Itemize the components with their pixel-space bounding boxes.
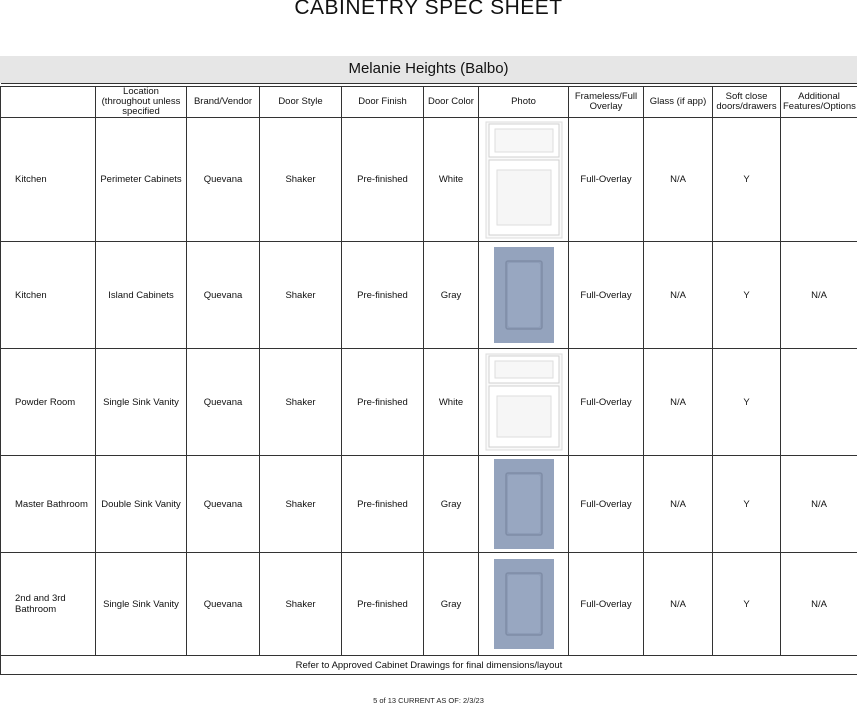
cell-brand: Quevana [187, 553, 260, 656]
cell-door-style: Shaker [260, 242, 342, 349]
cell-location: Island Cabinets [96, 242, 187, 349]
col-features: Additional Features/Options [781, 87, 857, 118]
cell-glass: N/A [644, 456, 713, 553]
cell-soft-close: Y [713, 242, 781, 349]
table-row [1, 553, 857, 656]
gray-shaker-door-photo [494, 559, 554, 649]
cell-room: Kitchen [1, 242, 96, 349]
cell-glass: N/A [644, 242, 713, 349]
cell-soft-close: Y [713, 349, 781, 456]
spec-table [0, 83, 857, 675]
cell-brand: Quevana [187, 242, 260, 349]
footnote: Refer to Approved Cabinet Drawings for final dimensions/layout [1, 656, 857, 675]
cell-brand: Quevana [187, 118, 260, 242]
cell-location: Perimeter Cabinets [96, 118, 187, 242]
cell-location: Single Sink Vanity [96, 553, 187, 656]
page-title: CABINETRY SPEC SHEET [294, 0, 563, 19]
cell-overlay: Full-Overlay [569, 349, 644, 456]
cell-location: Single Sink Vanity [96, 349, 187, 456]
cell-door-style: Shaker [260, 349, 342, 456]
cell-glass: N/A [644, 553, 713, 656]
cell-door-style: Shaker [260, 456, 342, 553]
cell-features [781, 349, 857, 456]
col-door-finish: Door Finish [342, 87, 424, 118]
header-row [1, 87, 857, 118]
cell-door-style: Shaker [260, 118, 342, 242]
cell-door-finish: Pre-finished [342, 118, 424, 242]
cell-door-color: Gray [424, 242, 479, 349]
project-name: Melanie Heights (Balbo) [0, 56, 857, 83]
cell-overlay: Full-Overlay [569, 118, 644, 242]
cell-soft-close: Y [713, 456, 781, 553]
col-photo: Photo [479, 87, 569, 118]
cell-soft-close: Y [713, 553, 781, 656]
cell-room: Kitchen [1, 118, 96, 242]
cell-door-finish: Pre-finished [342, 553, 424, 656]
cell-door-color: Gray [424, 553, 479, 656]
cell-door-style: Shaker [260, 553, 342, 656]
cell-glass: N/A [644, 118, 713, 242]
white-shaker-door-photo [485, 121, 563, 239]
col-door-color: Door Color [424, 87, 479, 118]
cell-features: N/A [781, 553, 857, 656]
cell-door-color: White [424, 349, 479, 456]
col-overlay: Frameless/Full Overlay [569, 87, 644, 118]
cell-door-finish: Pre-finished [342, 349, 424, 456]
cell-features [781, 118, 857, 242]
cell-glass: N/A [644, 349, 713, 456]
col-room [1, 87, 96, 118]
cell-photo [479, 118, 569, 242]
white-shaker-door-photo [485, 353, 563, 451]
cell-photo [479, 553, 569, 656]
col-brand: Brand/Vendor [187, 87, 260, 118]
table-row [1, 242, 857, 349]
cell-features: N/A [781, 456, 857, 553]
cell-room: 2nd and 3rd Bathroom [1, 553, 96, 656]
col-soft-close: Soft close doors/drawers [713, 87, 781, 118]
cell-overlay: Full-Overlay [569, 456, 644, 553]
table-row [1, 456, 857, 553]
gray-shaker-door-photo [494, 247, 554, 343]
table-row [1, 349, 857, 456]
table-row [1, 118, 857, 242]
cell-features: N/A [781, 242, 857, 349]
cell-photo [479, 349, 569, 456]
col-location: Location (throughout unless specified [96, 87, 187, 118]
cell-soft-close: Y [713, 118, 781, 242]
cell-room: Powder Room [1, 349, 96, 456]
cell-door-finish: Pre-finished [342, 242, 424, 349]
col-glass: Glass (if app) [644, 87, 713, 118]
cell-room: Master Bathroom [1, 456, 96, 553]
cell-door-color: Gray [424, 456, 479, 553]
gray-shaker-door-photo [494, 459, 554, 549]
cell-overlay: Full-Overlay [569, 242, 644, 349]
cell-photo [479, 456, 569, 553]
cell-overlay: Full-Overlay [569, 553, 644, 656]
cell-door-finish: Pre-finished [342, 456, 424, 553]
col-door-style: Door Style [260, 87, 342, 118]
cell-door-color: White [424, 118, 479, 242]
cell-brand: Quevana [187, 349, 260, 456]
cell-brand: Quevana [187, 456, 260, 553]
footnote-row [1, 656, 857, 675]
cell-location: Double Sink Vanity [96, 456, 187, 553]
cell-photo [479, 242, 569, 349]
page-footer: 5 of 13 CURRENT AS OF: 2/3/23 [373, 696, 484, 705]
